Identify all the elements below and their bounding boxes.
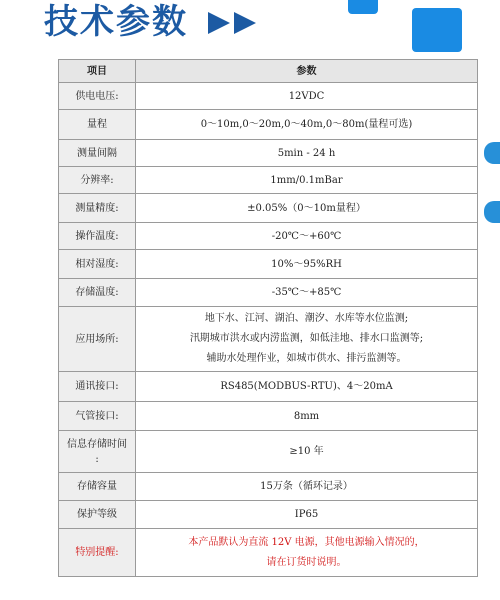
row-label: 保护等级 <box>59 501 136 529</box>
decor-square-top <box>348 0 378 14</box>
row-label <box>59 431 136 473</box>
row-label-line: 信息存储时间 <box>67 438 127 450</box>
row-value: 0～10m,0～20m,0～40m,0～80m(量程可选) <box>136 110 478 140</box>
table-row <box>59 372 478 402</box>
decor-half-circle-1 <box>484 142 500 164</box>
row-value: ≥10 年 <box>136 431 478 473</box>
table-row-reminder <box>59 529 478 577</box>
reminder-line: 请在订货时说明。 <box>266 556 347 568</box>
application-lines <box>136 307 478 372</box>
row-label: 分辨率: <box>59 167 136 194</box>
row-label: 测量精度: <box>59 194 136 223</box>
row-label: 供电电压: <box>59 83 136 110</box>
table-row <box>59 83 478 110</box>
row-value: RS485(MODBUS-RTU)、4～20mA <box>136 372 478 402</box>
header-item: 项目 <box>59 60 136 83</box>
row-value: 1mm/0.1mBar <box>136 167 478 194</box>
table-row <box>59 140 478 167</box>
row-value: 12VDC <box>136 83 478 110</box>
row-value: -20℃～+60℃ <box>136 223 478 250</box>
decor-square-large <box>412 8 462 52</box>
spec-table <box>58 59 478 577</box>
row-value: 8mm <box>136 402 478 431</box>
row-label: 应用场所: <box>59 307 136 372</box>
table-row <box>59 167 478 194</box>
row-label: 测量间隔 <box>59 140 136 167</box>
table-row <box>59 110 478 140</box>
table-row <box>59 223 478 250</box>
row-value: 15万条（循环记录） <box>136 473 478 501</box>
row-label: 相对湿度: <box>59 250 136 279</box>
table-row-application <box>59 307 478 372</box>
reminder-text <box>136 529 478 577</box>
table-header-row <box>59 60 478 83</box>
reminder-line: 本产品默认为直流 12V 电源，其他电源输入情况的， <box>188 536 425 548</box>
row-label: 量程 <box>59 110 136 140</box>
row-value: IP65 <box>136 501 478 529</box>
row-value: ±0.05%（0～10m量程） <box>136 194 478 223</box>
row-label: 存储容量 <box>59 473 136 501</box>
table-row <box>59 473 478 501</box>
table-row <box>59 431 478 473</box>
header-param: 参数 <box>136 60 478 83</box>
row-label: 通讯接口: <box>59 372 136 402</box>
double-arrow-icon <box>208 10 262 36</box>
table-row <box>59 194 478 223</box>
application-line: 辅助水处理作业，如城市供水、排污监测等。 <box>206 353 407 364</box>
reminder-label: 特别提醒: <box>59 529 136 577</box>
decor-half-circle-2 <box>484 201 500 223</box>
row-label: 操作温度: <box>59 223 136 250</box>
row-value: 10%～95%RH <box>136 250 478 279</box>
table-row <box>59 279 478 307</box>
application-line: 汛期城市洪水或内涝监测，如低洼地、排水口监测等; <box>189 333 424 344</box>
page-title: 技术参数 <box>44 2 188 42</box>
row-label: 存储温度: <box>59 279 136 307</box>
row-label: 气管接口: <box>59 402 136 431</box>
table-row <box>59 250 478 279</box>
row-label-line: : <box>95 453 99 465</box>
row-value: 5min - 24 h <box>136 140 478 167</box>
application-line: 地下水、江河、湖泊、潮汐、水库等水位监测; <box>204 313 409 324</box>
table-row <box>59 402 478 431</box>
row-value: -35℃～+85℃ <box>136 279 478 307</box>
table-row <box>59 501 478 529</box>
